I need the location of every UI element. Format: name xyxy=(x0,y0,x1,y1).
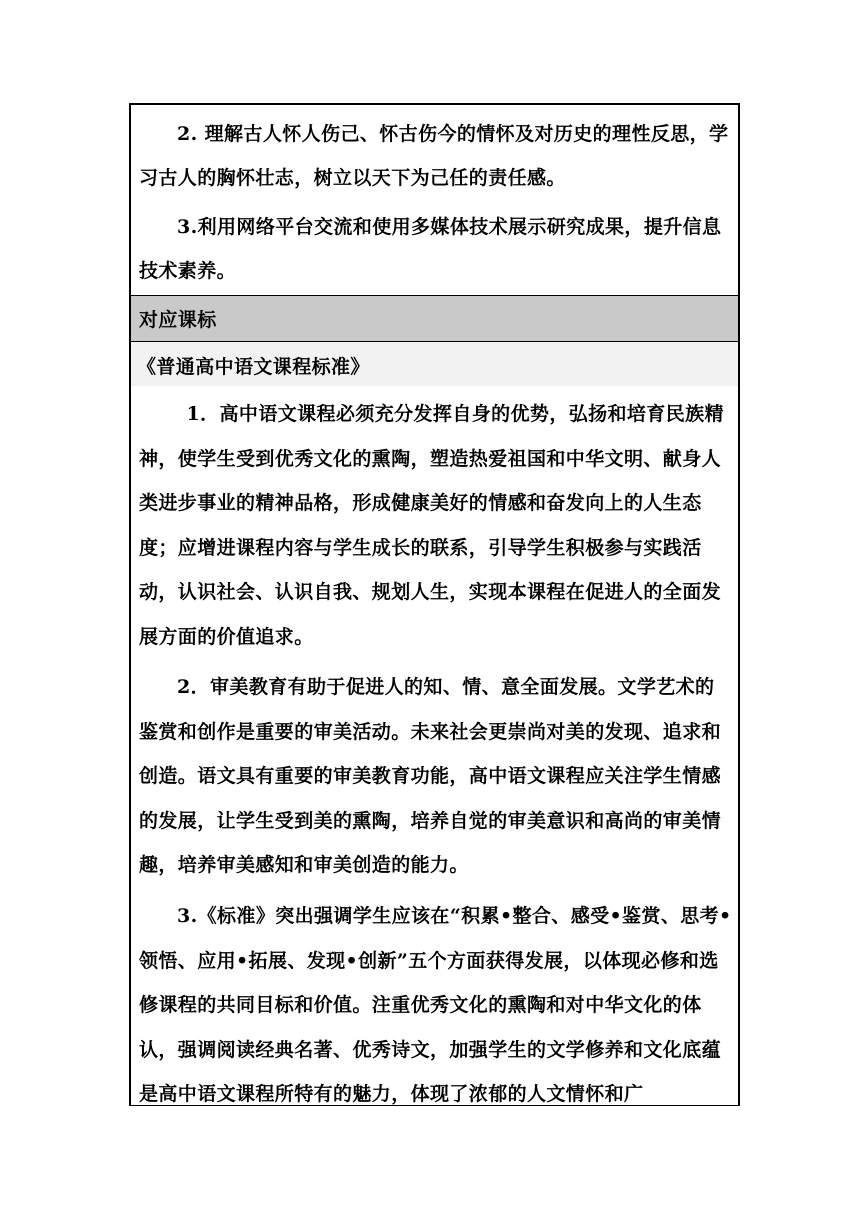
standards-paragraph-1: 1．高中语文课程必须充分发挥自身的优势，弘扬和培育民族精神，使学生受到优秀文化的熏陶，塑造热爱祖国和中华文明、献身人类进步事业的精神品格，形成健康美好的情感和奋发向上的人生态度；应增进课程内容与学生成长的联系，引导学生积极参与实践活动，认识社会、认识自我、规划人生，实现本课程在促进人的全面发展方面的价值追求。 xyxy=(139,403,724,648)
standards-title: 《普通高中语文课程标准》 xyxy=(137,356,370,378)
standards-paragraph-3: 3.《标准》突出强调学生应该在“积累•整合、感受•鉴赏、思考•领悟、应用•拓展、发现•创新”五个方面获得发展，以体现必修和选修课程的共同目标和价值。注重优秀文化的熏陶和对中华文化的体认，强调阅读经典名著、优秀诗文，加强学生的文学修养和文化底蕴是高中语文课程所特有的魅力，体现了浓郁的人文情怀和广 xyxy=(139,905,732,1106)
section-header-row xyxy=(131,295,738,342)
standards-title-band xyxy=(131,342,738,386)
standards-paragraph-2: 2．审美教育有助于促进人的知、情、意全面发展。文学艺术的鉴赏和创作是重要的审美活动。未来社会更崇尚对美的发现、追求和创造。语文具有重要的审美教育功能，高中语文课程应关注学生情感的发展，让学生受到美的熏陶，培养自觉的审美意识和高尚的审美情趣，培养审美感知和审美创造的能力。 xyxy=(139,676,722,877)
goals-cell xyxy=(131,105,738,295)
lesson-plan-table xyxy=(129,103,740,1106)
goal-item-2: 2. 理解古人怀人伤己、怀古伤今的情怀及对历史的理性反思，学习古人的胸怀壮志，树立以天下为己任的责任感。 xyxy=(139,123,729,189)
section-header-label: 对应课标 xyxy=(139,309,217,331)
standards-cell xyxy=(131,342,738,1105)
goal-item-3: 3.利用网络平台交流和使用多媒体技术展示研究成果，提升信息技术素养。 xyxy=(139,216,722,282)
